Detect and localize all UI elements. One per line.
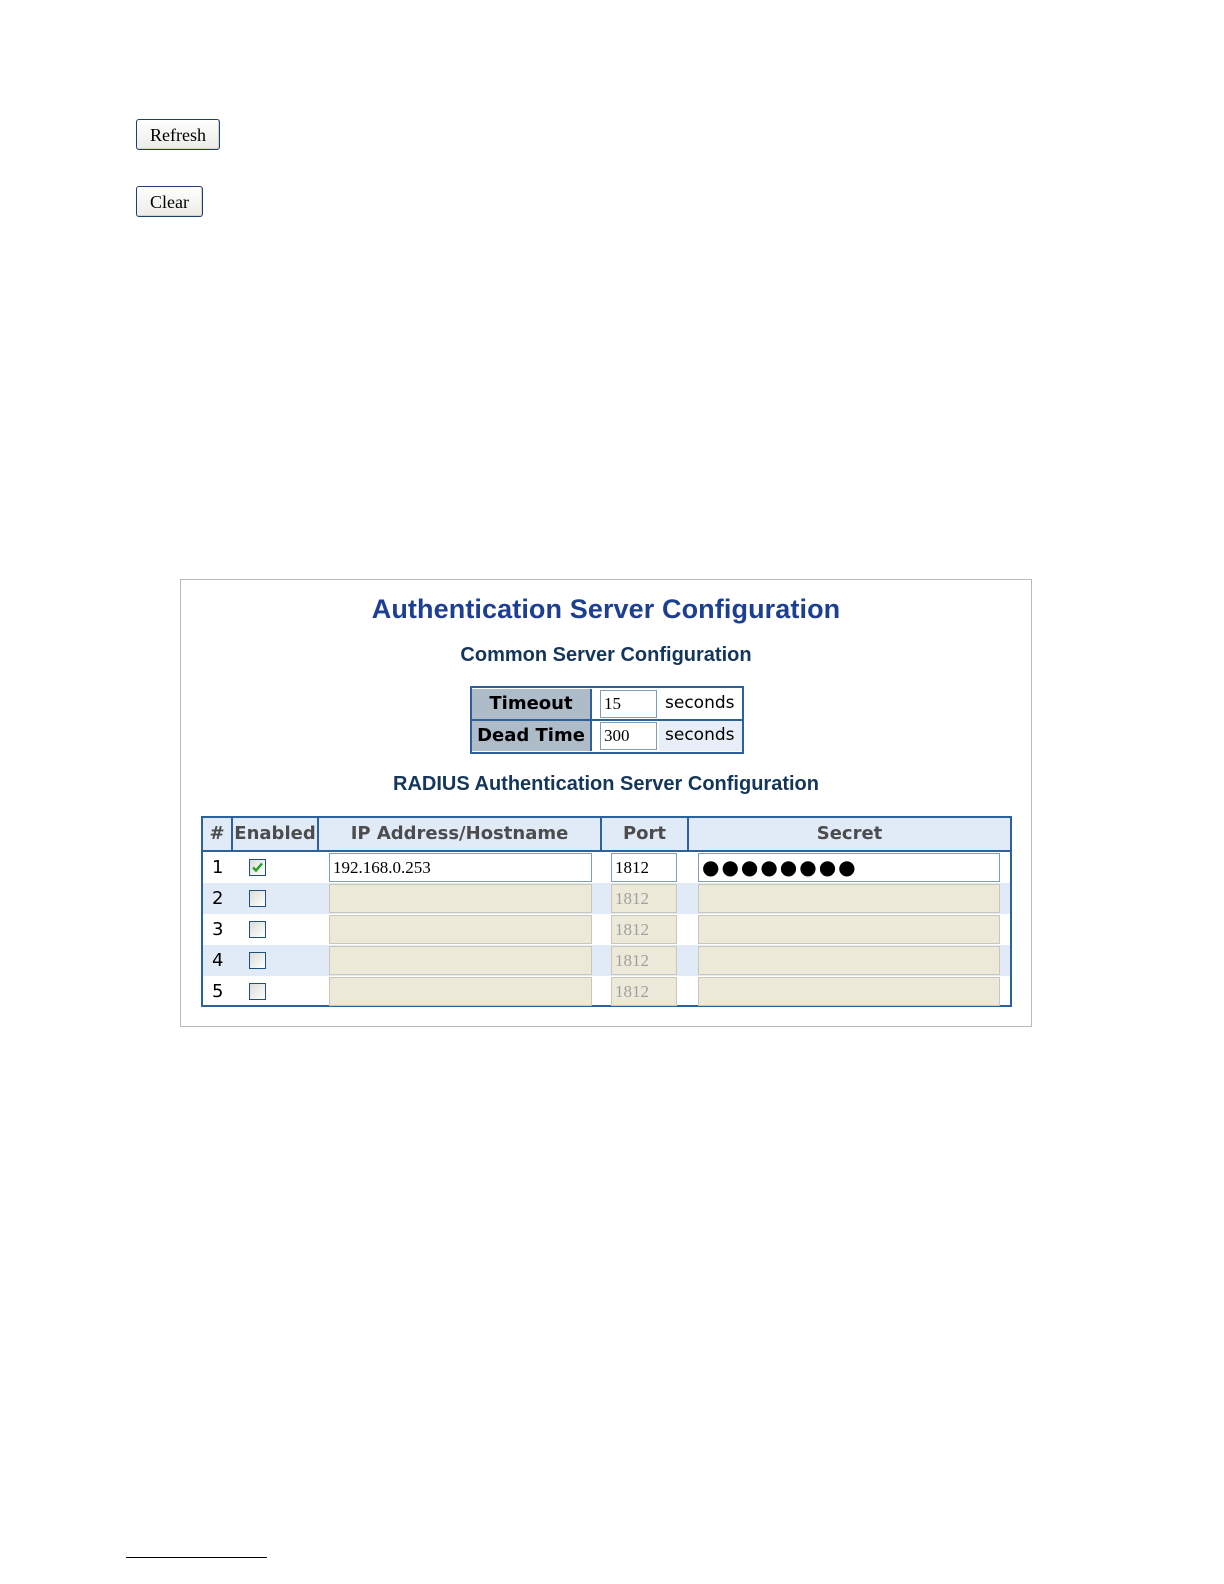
- port-input[interactable]: 1812: [611, 946, 677, 975]
- clear-button[interactable]: Clear: [136, 186, 203, 217]
- table-row: [203, 945, 1010, 976]
- row-number: 3: [212, 919, 224, 940]
- dead-time-label: Dead Time: [472, 721, 592, 751]
- table-row: [203, 976, 1010, 1007]
- auth-server-config-panel: [180, 579, 1032, 1027]
- port-input[interactable]: 1812: [611, 915, 677, 944]
- column-header-ip-address: IP Address/Hostname: [319, 818, 602, 850]
- table-row: [203, 883, 1010, 914]
- radius-server-config-title: RADIUS Authentication Server Configuration: [393, 773, 819, 795]
- column-header-number: #: [203, 818, 233, 850]
- secret-input[interactable]: [698, 977, 1000, 1006]
- ip-address-input[interactable]: [329, 977, 592, 1006]
- dead-time-row: [472, 721, 742, 751]
- port-input[interactable]: 1812: [611, 977, 677, 1006]
- timeout-label: Timeout: [472, 689, 592, 719]
- dead-time-unit: seconds: [659, 721, 742, 751]
- timeout-row: [472, 689, 742, 719]
- port-input[interactable]: 1812: [611, 853, 677, 882]
- common-server-config-table: [470, 686, 744, 754]
- ip-address-input[interactable]: [329, 915, 592, 944]
- column-header-secret: Secret: [816, 823, 883, 844]
- timeout-unit: seconds: [665, 693, 735, 713]
- secret-input[interactable]: [698, 946, 1000, 975]
- ip-address-input[interactable]: [329, 884, 592, 913]
- footnote-divider: [126, 1557, 267, 1558]
- page-title: Authentication Server Configuration: [371, 594, 841, 624]
- secret-input[interactable]: [698, 915, 1000, 944]
- ip-address-input[interactable]: 192.168.0.253: [329, 853, 592, 882]
- secret-input[interactable]: ●●●●●●●●: [698, 853, 1000, 882]
- secret-input[interactable]: [698, 884, 1000, 913]
- row-number: 5: [212, 981, 224, 1002]
- column-header-port: Port: [602, 818, 689, 850]
- checkmark-icon: [251, 861, 264, 874]
- enabled-checkbox[interactable]: [249, 859, 266, 876]
- row-number: 1: [212, 857, 224, 878]
- common-server-config-title: Common Server Configuration: [460, 644, 752, 666]
- enabled-checkbox[interactable]: [249, 983, 266, 1000]
- enabled-checkbox[interactable]: [249, 890, 266, 907]
- table-header: [203, 818, 1010, 852]
- enabled-checkbox[interactable]: [249, 952, 266, 969]
- row-number: 4: [212, 950, 224, 971]
- timeout-input[interactable]: 15: [600, 690, 657, 718]
- table-row: [203, 852, 1010, 883]
- table-row: [203, 914, 1010, 945]
- dead-time-input[interactable]: 300: [600, 722, 657, 750]
- refresh-button[interactable]: Refresh: [136, 119, 220, 150]
- radius-server-table: [201, 816, 1012, 1007]
- column-header-enabled: Enabled: [233, 818, 319, 850]
- ip-address-input[interactable]: [329, 946, 592, 975]
- port-input[interactable]: 1812: [611, 884, 677, 913]
- enabled-checkbox[interactable]: [249, 921, 266, 938]
- row-number: 2: [212, 888, 224, 909]
